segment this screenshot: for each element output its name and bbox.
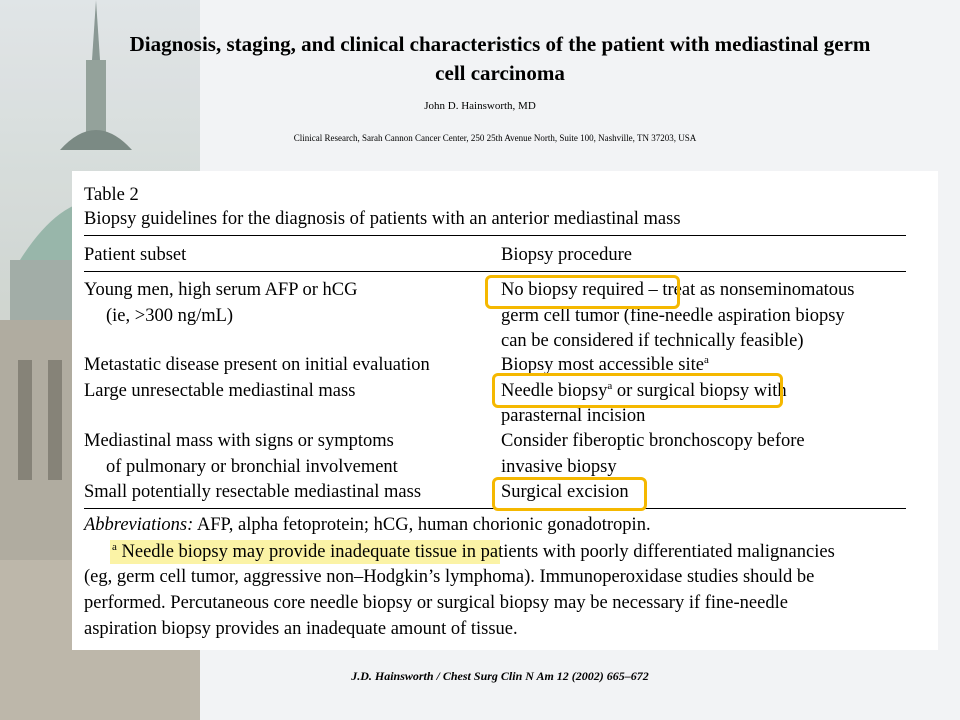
row3-procedure-alt: or surgical biopsy xyxy=(612,381,750,401)
row5-subset-line1: Small potentially resectable mediastinal mass xyxy=(84,482,422,502)
table-label: Table 2 xyxy=(84,185,139,205)
row1-procedure-line3: can be considered if technically feasible) xyxy=(501,331,804,351)
row3-procedure-with: with xyxy=(749,381,787,401)
page-title xyxy=(70,30,930,88)
row4-procedure-line1: Consider fiberoptic bronchoscopy before xyxy=(501,431,805,451)
row2-footnote-marker: a xyxy=(703,354,709,366)
row5-procedure-line1: Surgical excision xyxy=(501,482,629,502)
footnote-rest-text: in patients with poorly differentiated malignancies xyxy=(457,542,835,562)
row3-footnote-marker: a xyxy=(607,380,613,392)
footnote-line2: (eg, germ cell tumor, aggressive non–Hodgkin’s lymphoma). Immunoperoxidase studies should be xyxy=(84,567,815,587)
column-header-procedure: Biopsy procedure xyxy=(501,245,633,265)
row3-subset-line1: Large unresectable mediastinal mass xyxy=(84,381,356,401)
row4-subset-line1: Mediastinal mass with signs or symptoms xyxy=(84,431,394,451)
footnote-line1 xyxy=(112,541,835,563)
row4-procedure-line2: invasive biopsy xyxy=(501,457,617,477)
table-caption: Biopsy guidelines for the diagnosis of patients with an anterior mediastinal mass xyxy=(84,209,681,229)
row1-subset-line2: (ie, >300 ng/mL) xyxy=(106,306,234,326)
table-header-rule xyxy=(84,271,906,272)
row2-procedure-text: Biopsy most accessible site xyxy=(501,355,704,375)
abbreviations-label: Abbreviations: xyxy=(84,515,194,535)
abbreviations-line xyxy=(84,514,651,536)
row2-subset-line1: Metastatic disease present on initial evaluation xyxy=(84,355,430,375)
row1-procedure-highlighted: No biopsy required xyxy=(501,280,644,300)
footnote-line4: aspiration biopsy provides an inadequate amount of tissue. xyxy=(84,619,518,639)
author-name: John D. Hainsworth, MD xyxy=(424,100,536,112)
footnote-line3: performed. Percutaneous core needle biopsy or surgical biopsy may be necessary if fine-needle xyxy=(84,593,788,613)
row3-procedure-text: Needle biopsy xyxy=(501,381,608,401)
row1-procedure-rest: – treat as nonseminomatous xyxy=(643,280,855,300)
highlight-box-no-biopsy xyxy=(485,275,680,309)
footnote-marker: a xyxy=(112,541,117,553)
table-figure xyxy=(72,171,938,650)
highlight-box-needle-biopsy xyxy=(492,373,783,408)
footnote-highlighted-text: Needle biopsy may provide inadequate tissue xyxy=(116,542,457,562)
row3-procedure-line2: parasternal incision xyxy=(501,406,646,426)
row4-subset-line2: of pulmonary or bronchial involvement xyxy=(106,457,398,477)
title-line-2: cell carcinoma xyxy=(435,61,565,85)
row1-procedure-line2: germ cell tumor (fine-needle aspiration biopsy xyxy=(501,306,845,326)
column-header-subset: Patient subset xyxy=(84,245,187,265)
highlight-box-surgical-excision xyxy=(492,477,647,511)
citation: J.D. Hainsworth / Chest Surg Clin N Am 12 (2002) 665–672 xyxy=(351,669,649,683)
abbreviations-text: AFP, alpha fetoprotein; hCG, human chorionic gonadotropin. xyxy=(193,515,651,535)
author-affiliation: Clinical Research, Sarah Cannon Cancer Center, 250 25th Avenue North, Suite 100, Nashville, TN 37203, USA xyxy=(293,133,697,143)
title-line-1: Diagnosis, staging, and clinical characteristics of the patient with mediastinal germ xyxy=(129,32,871,56)
row1-subset-line1: Young men, high serum AFP or hCG xyxy=(84,280,358,300)
table-top-rule xyxy=(84,235,906,236)
